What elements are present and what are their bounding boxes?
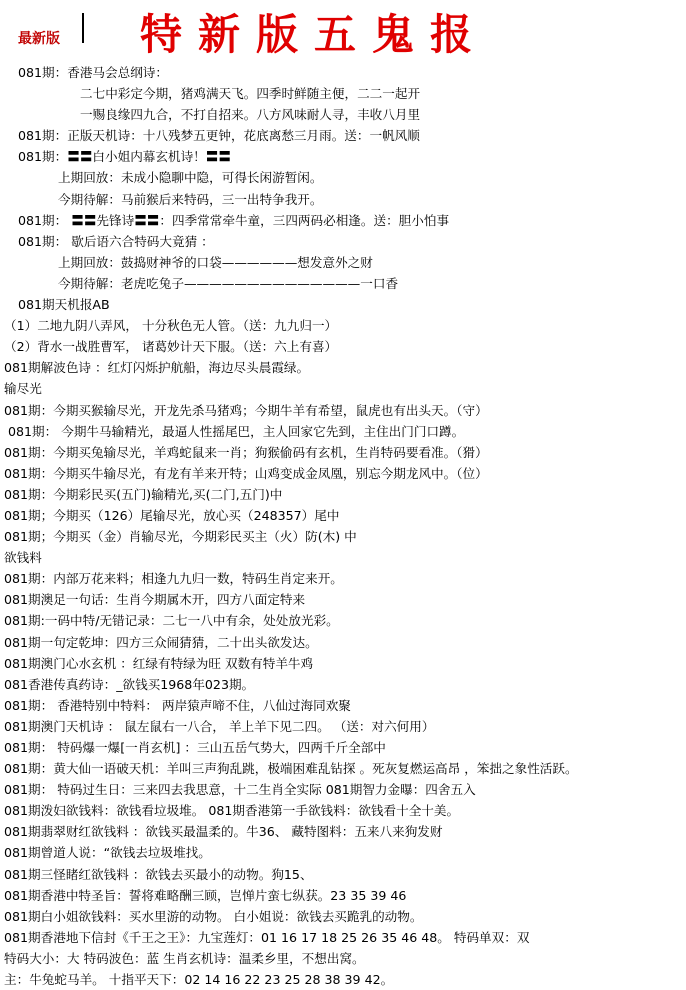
text-line: 081期： 香港特别中特料： 两岸猿声啼不住，八仙过海同欢聚 [4,697,351,713]
text-line: 081期香港地下信封《千王之王》：九宝莲灯：01 16 17 18 25 26 35 46 48。 特码单双：双 [4,929,530,945]
text-line: 081期一句定乾坤：四方三众闹猜猜，二十出头欲发达。 [4,634,318,650]
text-line: 081期天机报AB [18,297,110,313]
text-line: 081期三怪睹红欲钱料 ：欲钱去买最小的动物。狗15、 [4,866,313,882]
text-line: 081期；今期买（金）肖输尽光，今期彩民买主（火）防(木) 中 [4,529,357,545]
section-heading: 欲钱料 [4,550,42,566]
text-line: （1）二地九阴八弄风， 十分秋色无人管。（送：九九归一） [4,318,338,334]
text-line: 081期翡翠财红欲钱料 ：欲钱买最温柔的。牛36、 藏特图料：五来八来狗发财 [4,824,443,840]
section-heading: 输尽光 [4,381,42,397]
text-line: 081期澳门天机诗 ： 鼠左鼠右一八合， 羊上羊下见二四。 （送：对六何用） [4,718,435,734]
text-line: 081期白小姐欲钱料：买水里游的动物。 白小姐说：欲钱去买跪乳的动物。 [4,908,423,924]
text-line: 081期： 〓〓先锋诗〓〓：四季常常牵牛童，三四两码必相逢。送：胆小怕事 [18,212,450,228]
text-line: 081期曾道人说：“欲钱去垃圾堆找。 [4,845,211,861]
text-line: 主：牛兔蛇马羊。 十指平天下：02 14 16 22 23 25 28 38 39 42。 [4,972,394,988]
text-line: 081期:一码中特/无错记录：二七一八中有余，处处放光彩。 [4,613,339,629]
text-line: 081期澳足一句话：生肖今期属木开，四方八面定特来 [4,592,306,608]
document-body [0,62,686,990]
text-line: 081期解波色诗 ：红灯闪烁护航船，海边尽头晨霞绿。 [4,360,310,376]
text-line: 081期泼妇欲钱料：欲钱看垃圾堆。 081期香港第一手欲钱料：欲钱看十全十美。 [4,803,460,819]
text-line: 081期： 特码爆一爆[一肖玄机] ：三山五岳气势大，四两千斤全部中 [4,740,386,755]
text-line: 上期回放：鼓捣财神爷的口袋——————想发意外之财 [58,254,373,270]
text-line: 081期： 歇后语六合特码大竟猜 ： [18,233,214,249]
text-line: 081期： 今期牛马输精光，最逼人性摇尾巴，主人回家它先到，主住出门门口蹲。 [8,423,465,439]
text-line: 081期：今期买兔输尽光，羊鸡蛇鼠来一肖；狗猴偷码有玄机，生肖特码要看准。（猾） [4,444,488,460]
text-line: 今期待解：马前猴后来特码，三一出特争我开。 [58,191,323,207]
text-line: 二七中彩定今期，猪鸡满天飞。四季时鲜随主便，二二一起开 [80,86,421,102]
text-line: 081期：今期彩民买(五门)输精光,买(二门,五门)中 [4,486,283,502]
text-line: 081期：内部万花来料；相逢九九归一数，特码生肖定来开。 [4,571,343,587]
text-line: （2）背水一战胜曹军， 诸葛妙计天下服。（送：六上有喜） [4,339,338,355]
text-line: 特码大小：大 特码波色：蓝 生肖玄机诗：温柔乡里，不想出窝。 [4,950,365,966]
text-line: 081香港传真药诗：_欲钱买1968年023期。 [4,676,255,692]
text-line: 上期回放：未成小隐聊中隐，可得长闲游暂闲。 [58,170,323,186]
text-line: 今期待解：老虎吃兔子——————————————一口香 [58,275,399,291]
text-line: 081期澳门心水玄机 ：红绿有特绿为旺 双数有特羊牛鸡 [4,655,314,671]
text-line: 081期：正版天机诗：十八残梦五更钟，花底离愁三月雨。送：一帆风顺 [18,128,420,144]
edition-badge: 最新版 [18,31,60,47]
header-divider [82,13,84,43]
text-line: 081期：〓〓白小姐内幕玄机诗！〓〓 [18,149,231,165]
text-line: 081期： 特码过生日：三来四去我思意，十二生肖全实际 081期智力金曝：四舍五入 [4,782,476,798]
text-line: 081期：今期买牛输尽光，有龙有羊来开特；山鸡变成金凤凰，别忘今期龙风中。（位） [4,465,488,481]
text-line: 081期：黄大仙一语破天机：羊叫三声狗乱跳，极端困难乱钻探 。死灰复燃运高昂 ，笨拙之象性活跃。 [4,761,578,777]
text-line: 081期：香港马会总纲诗： [18,65,168,80]
page-title: 特新版五鬼报 [140,10,489,59]
text-line: 081期香港中特圣旨：誓将难略酬三顾，岂惮片蛮七纵获。23 35 39 46 [4,887,407,903]
text-line: 081期：今期买猴输尽光，开龙先杀马猪鸡；今期牛羊有希望，鼠虎也有出头天。（守） [4,402,488,418]
page-header [0,0,686,58]
text-line: 081期；今期买（126）尾输尽光，放心买（248357）尾中 [4,507,340,523]
text-line: 一赐良缘四九合，不打自招来。八方风味耐人寻，丰收八月里 [80,107,421,123]
